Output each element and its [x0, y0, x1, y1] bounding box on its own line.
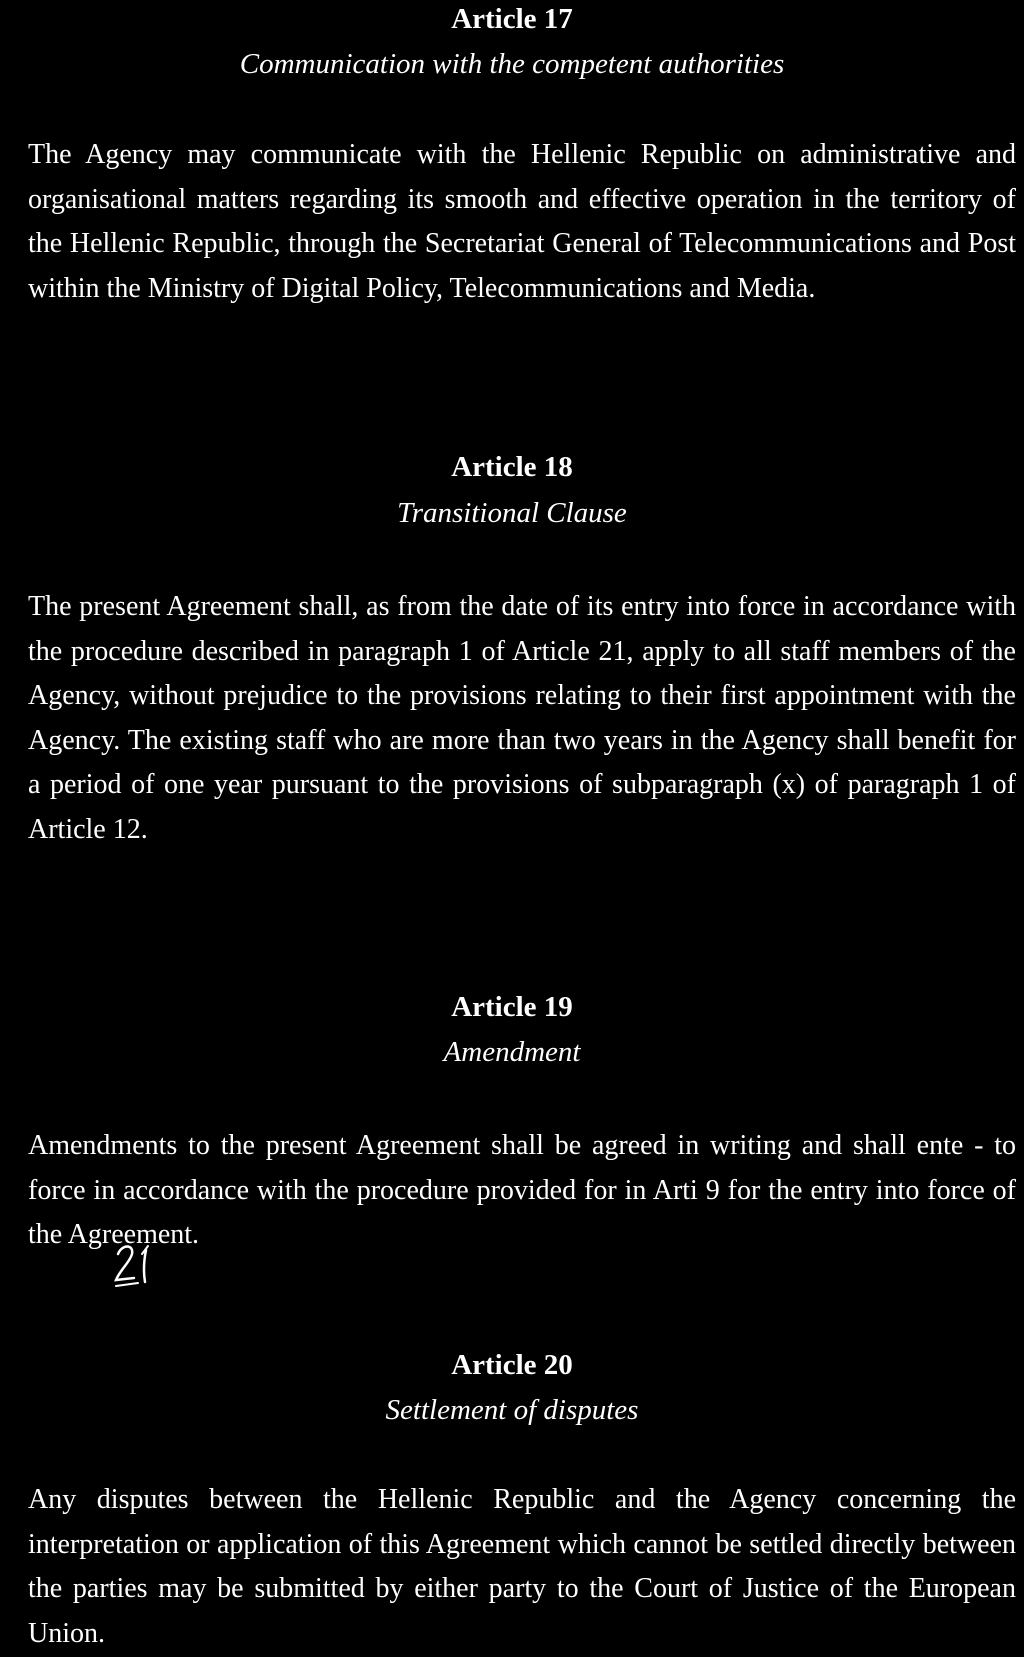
- article-19-body: Amendments to the present Agreement shall be agreed in writing and shall ente - to force in accordance with the procedure provided for in Arti 9 for the entry into force of the Agreement.: [28, 1130, 1016, 1250]
- article-17-subtitle: Communication with the competent authorities: [239, 48, 785, 80]
- article-17-title: Article 17: [451, 3, 573, 35]
- article-18-title: Article 18: [451, 451, 573, 483]
- handwritten-annotation: [110, 1236, 160, 1292]
- article-19-subtitle: Amendment: [443, 1036, 581, 1068]
- article-20-subtitle: Settlement of disputes: [385, 1394, 639, 1426]
- article-20-body: Any disputes between the Hellenic Republic and the Agency concerning the interpretation or application of this Agreement which cannot be settled directly between the parties may be submitted by either party to the Court of Justice of the European Union.: [28, 1484, 1016, 1649]
- article-20-title: Article 20: [451, 1349, 573, 1381]
- article-17-body: The Agency may communicate with the Hellenic Republic on administrative and organisational matters regarding its smooth and effective operation in the territory of the Hellenic Republic, through the Secretariat General of Telecommunications and Post within the Ministry of Digital Policy, Telecommunications and Media.: [28, 139, 1016, 304]
- article-18-body: The present Agreement shall, as from the date of its entry into force in accordance with the procedure described in paragraph 1 of Article 21, apply to all staff members of the Agency, without prejudice to the provisions relating to their first appointment with the Agency. The existing staff who are more than two years in the Agency shall benefit for a period of one year pursuant to the provisions of subparagraph (x) of paragraph 1 of Article 12.: [28, 591, 1016, 845]
- article-18-subtitle: Transitional Clause: [397, 497, 627, 529]
- article-19-title: Article 19: [451, 991, 573, 1023]
